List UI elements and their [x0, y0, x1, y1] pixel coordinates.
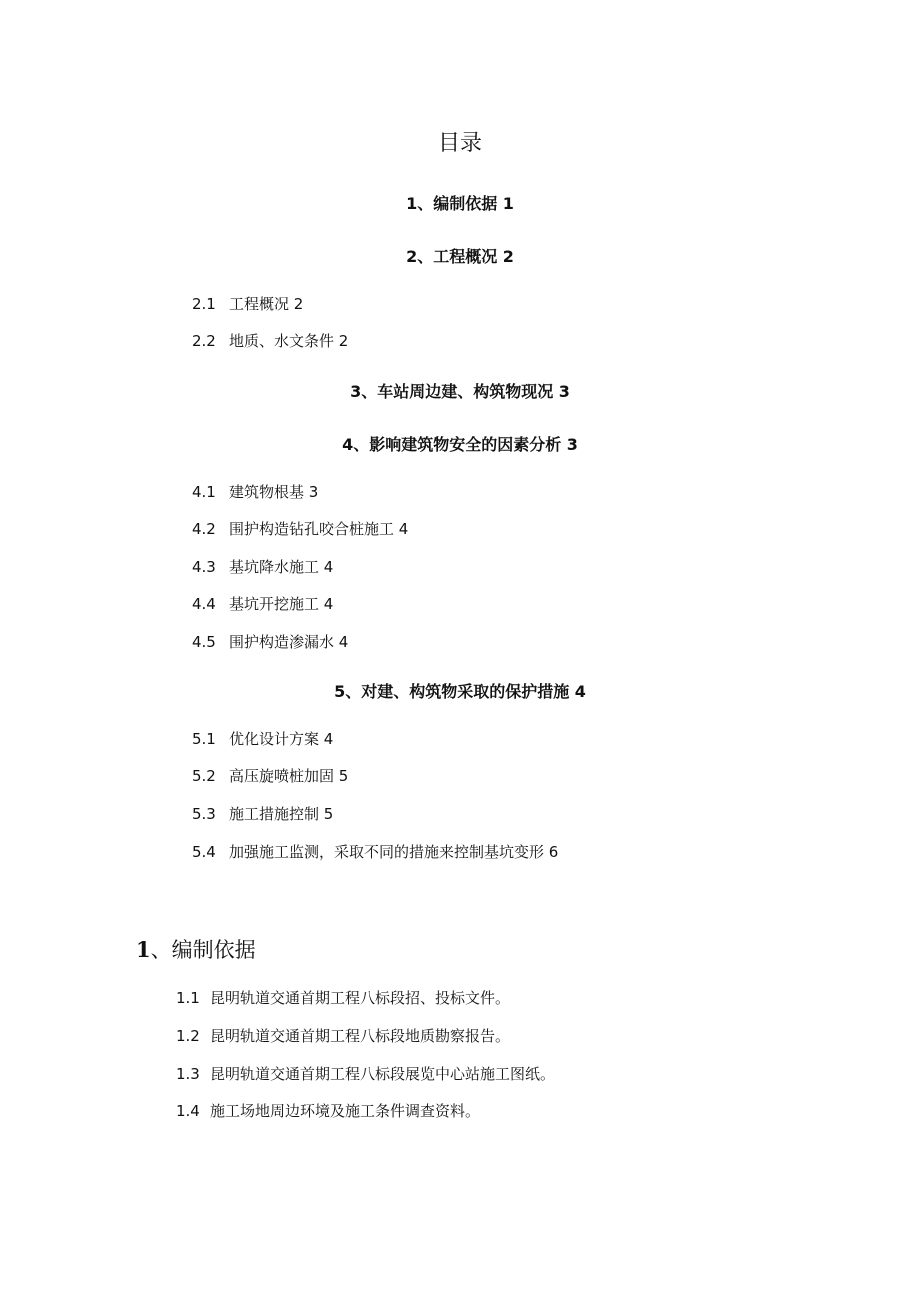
toc-entry-4-1[interactable]: [192, 481, 318, 503]
toc-title: 目录: [437, 131, 482, 156]
toc-entry-number: 2.2: [192, 332, 216, 350]
toc-entry-5-3[interactable]: [192, 803, 333, 825]
toc-chapter-1[interactable]: 1、编制依据 1: [406, 194, 514, 213]
toc-entry-number: 4.1: [192, 483, 216, 501]
toc-entry-text: 高压旋喷桩加固 5: [229, 767, 349, 785]
toc-entry-text: 基坑降水施工 4: [229, 558, 334, 576]
basis-item: [176, 987, 510, 1009]
basis-item: [176, 1100, 480, 1122]
section-number: 1: [136, 937, 151, 962]
toc-entry-4-3[interactable]: [192, 556, 333, 578]
toc-entry-text: 围护构造钻孔咬合桩施工 4: [229, 520, 409, 538]
toc-entry-text: 工程概况 2: [229, 295, 304, 313]
toc-entry-2-1[interactable]: [192, 293, 303, 315]
toc-chapter-3[interactable]: 3、车站周边建、构筑物现况 3: [350, 382, 570, 401]
toc-entry-number: 4.4: [192, 595, 216, 613]
basis-item-text: 施工场地周边环境及施工条件调查资料。: [210, 1102, 481, 1120]
basis-item-text: 昆明轨道交通首期工程八标段展览中心站施工图纸。: [210, 1065, 556, 1083]
section-title: 、编制依据: [150, 938, 256, 962]
toc-entry-number: 4.5: [192, 633, 216, 651]
basis-item-number: 1.3: [176, 1065, 200, 1083]
toc-entry-5-2[interactable]: [192, 765, 348, 787]
toc-entry-number: 5.4: [192, 843, 216, 861]
toc-chapter-5[interactable]: 5、对建、构筑物采取的保护措施 4: [334, 682, 586, 701]
toc-entry-text: 施工措施控制 5: [229, 805, 334, 823]
toc-entry-number: 4.3: [192, 558, 216, 576]
basis-item-number: 1.2: [176, 1027, 200, 1045]
basis-item-text: 昆明轨道交通首期工程八标段招、投标文件。: [210, 989, 511, 1007]
basis-item-number: 1.4: [176, 1102, 200, 1120]
toc-entry-4-2[interactable]: [192, 518, 408, 540]
toc-entry-text: 基坑开挖施工 4: [229, 595, 334, 613]
toc-entry-text: 围护构造渗漏水 4: [229, 633, 349, 651]
toc-chapter-4[interactable]: 4、影响建筑物安全的因素分析 3: [342, 435, 578, 454]
toc-entry-5-1[interactable]: [192, 728, 333, 750]
toc-entry-text: 建筑物根基 3: [229, 483, 319, 501]
toc-entry-5-4[interactable]: [192, 841, 558, 863]
toc-entry-2-2[interactable]: [192, 330, 348, 352]
basis-item-number: 1.1: [176, 989, 200, 1007]
toc-chapter-2[interactable]: 2、工程概况 2: [406, 247, 514, 266]
toc-entry-number: 5.2: [192, 767, 216, 785]
section-heading: [136, 934, 256, 966]
toc-entry-4-4[interactable]: [192, 593, 333, 615]
toc-entry-number: 2.1: [192, 295, 216, 313]
toc-entry-number: 4.2: [192, 520, 216, 538]
toc-entry-number: 5.3: [192, 805, 216, 823]
toc-entry-4-5[interactable]: [192, 631, 348, 653]
toc-entry-text: 地质、水文条件 2: [229, 332, 349, 350]
toc-entry-text: 加强施工监测，采取不同的措施来控制基坑变形 6: [229, 843, 559, 861]
toc-entry-text: 优化设计方案 4: [229, 730, 334, 748]
basis-item-text: 昆明轨道交通首期工程八标段地质勘察报告。: [210, 1027, 511, 1045]
basis-item: [176, 1025, 510, 1047]
toc-entry-number: 5.1: [192, 730, 216, 748]
basis-item: [176, 1063, 555, 1085]
